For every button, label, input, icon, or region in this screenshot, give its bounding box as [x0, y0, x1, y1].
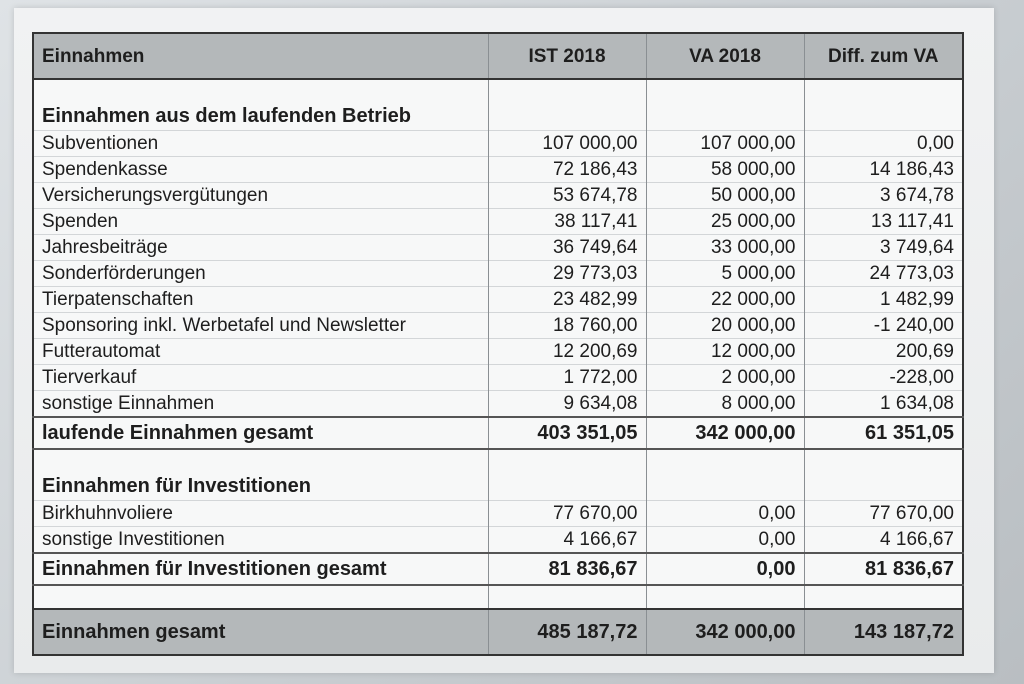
- total-ist-value: 81 836,67: [488, 553, 646, 585]
- grand-total-ist-value: 485 187,72: [488, 609, 646, 655]
- empty-cell: [646, 79, 804, 102]
- empty-cell: [488, 472, 646, 501]
- row-va-value: 8 000,00: [646, 391, 804, 418]
- row-ist-value: 23 482,99: [488, 287, 646, 313]
- row-ist-value: 77 670,00: [488, 501, 646, 527]
- table-row: [33, 235, 963, 261]
- row-va-value: 33 000,00: [646, 235, 804, 261]
- row-va-value: 107 000,00: [646, 131, 804, 157]
- row-label: sonstige Investitionen: [33, 527, 488, 554]
- row-ist-value: 4 166,67: [488, 527, 646, 554]
- row-va-value: 58 000,00: [646, 157, 804, 183]
- row-label: Futterautomat: [33, 339, 488, 365]
- row-diff-value: 1 482,99: [804, 287, 963, 313]
- empty-cell: [804, 449, 963, 472]
- section-title: Einnahmen für Investitionen: [33, 472, 488, 501]
- section-title: Einnahmen aus dem laufenden Betrieb: [33, 102, 488, 131]
- row-va-value: 50 000,00: [646, 183, 804, 209]
- table-row: [33, 313, 963, 339]
- section-total-row: [33, 553, 963, 585]
- empty-cell: [488, 585, 646, 609]
- row-ist-value: 18 760,00: [488, 313, 646, 339]
- row-diff-value: 3 674,78: [804, 183, 963, 209]
- row-diff-value: 1 634,08: [804, 391, 963, 418]
- row-label: Subventionen: [33, 131, 488, 157]
- spacer-row: [33, 79, 963, 102]
- grand-total-label: Einnahmen gesamt: [33, 609, 488, 655]
- row-diff-value: -228,00: [804, 365, 963, 391]
- empty-cell: [646, 102, 804, 131]
- total-va-value: 0,00: [646, 553, 804, 585]
- row-va-value: 2 000,00: [646, 365, 804, 391]
- empty-cell: [804, 79, 963, 102]
- row-label: Birkhuhnvoliere: [33, 501, 488, 527]
- section-total-row: [33, 417, 963, 449]
- row-ist-value: 107 000,00: [488, 131, 646, 157]
- row-va-value: 22 000,00: [646, 287, 804, 313]
- row-va-value: 0,00: [646, 527, 804, 554]
- table-row: [33, 391, 963, 418]
- table-row: [33, 339, 963, 365]
- section-title-row: [33, 472, 963, 501]
- row-label: sonstige Einnahmen: [33, 391, 488, 418]
- row-va-value: 5 000,00: [646, 261, 804, 287]
- total-label: laufende Einnahmen gesamt: [33, 417, 488, 449]
- row-ist-value: 29 773,03: [488, 261, 646, 287]
- empty-cell: [804, 472, 963, 501]
- empty-cell: [33, 79, 488, 102]
- row-diff-value: 14 186,43: [804, 157, 963, 183]
- empty-cell: [646, 472, 804, 501]
- header-ist-2018: IST 2018: [488, 33, 646, 79]
- row-ist-value: 38 117,41: [488, 209, 646, 235]
- table-row: [33, 365, 963, 391]
- empty-cell: [488, 102, 646, 131]
- table-row: [33, 209, 963, 235]
- table-row: [33, 261, 963, 287]
- table-header-row: [33, 33, 963, 79]
- row-ist-value: 9 634,08: [488, 391, 646, 418]
- grand-total-row: [33, 609, 963, 655]
- row-ist-value: 36 749,64: [488, 235, 646, 261]
- table-row: [33, 501, 963, 527]
- table-row: [33, 287, 963, 313]
- document-sheet: [14, 8, 994, 673]
- row-ist-value: 53 674,78: [488, 183, 646, 209]
- header-diff: Diff. zum VA: [804, 33, 963, 79]
- total-label: Einnahmen für Investitionen gesamt: [33, 553, 488, 585]
- empty-cell: [804, 585, 963, 609]
- total-va-value: 342 000,00: [646, 417, 804, 449]
- table-row: [33, 157, 963, 183]
- header-va-2018: VA 2018: [646, 33, 804, 79]
- row-label: Versicherungsvergütungen: [33, 183, 488, 209]
- empty-cell: [646, 585, 804, 609]
- grand-total-va-value: 342 000,00: [646, 609, 804, 655]
- row-label: Tierpatenschaften: [33, 287, 488, 313]
- row-diff-value: 0,00: [804, 131, 963, 157]
- empty-cell: [488, 79, 646, 102]
- header-label: Einnahmen: [33, 33, 488, 79]
- row-diff-value: 200,69: [804, 339, 963, 365]
- row-label: Sonderförderungen: [33, 261, 488, 287]
- section-title-row: [33, 102, 963, 131]
- row-label: Jahresbeiträge: [33, 235, 488, 261]
- spacer-row: [33, 449, 963, 472]
- row-va-value: 0,00: [646, 501, 804, 527]
- grand-total-diff-value: 143 187,72: [804, 609, 963, 655]
- total-ist-value: 403 351,05: [488, 417, 646, 449]
- row-ist-value: 1 772,00: [488, 365, 646, 391]
- row-diff-value: 4 166,67: [804, 527, 963, 554]
- empty-cell: [488, 449, 646, 472]
- empty-cell: [33, 449, 488, 472]
- row-diff-value: 24 773,03: [804, 261, 963, 287]
- table-row: [33, 527, 963, 554]
- row-label: Spendenkasse: [33, 157, 488, 183]
- empty-cell: [804, 102, 963, 131]
- income-table: [32, 32, 964, 656]
- row-diff-value: 3 749,64: [804, 235, 963, 261]
- row-ist-value: 72 186,43: [488, 157, 646, 183]
- row-va-value: 12 000,00: [646, 339, 804, 365]
- row-va-value: 25 000,00: [646, 209, 804, 235]
- table-row: [33, 131, 963, 157]
- row-diff-value: 77 670,00: [804, 501, 963, 527]
- row-ist-value: 12 200,69: [488, 339, 646, 365]
- spacer-row: [33, 585, 963, 609]
- row-diff-value: 13 117,41: [804, 209, 963, 235]
- row-va-value: 20 000,00: [646, 313, 804, 339]
- row-label: Spenden: [33, 209, 488, 235]
- empty-cell: [646, 449, 804, 472]
- row-label: Tierverkauf: [33, 365, 488, 391]
- row-label: Sponsoring inkl. Werbetafel und Newsletter: [33, 313, 488, 339]
- table-row: [33, 183, 963, 209]
- total-diff-value: 61 351,05: [804, 417, 963, 449]
- total-diff-value: 81 836,67: [804, 553, 963, 585]
- row-diff-value: -1 240,00: [804, 313, 963, 339]
- empty-cell: [33, 585, 488, 609]
